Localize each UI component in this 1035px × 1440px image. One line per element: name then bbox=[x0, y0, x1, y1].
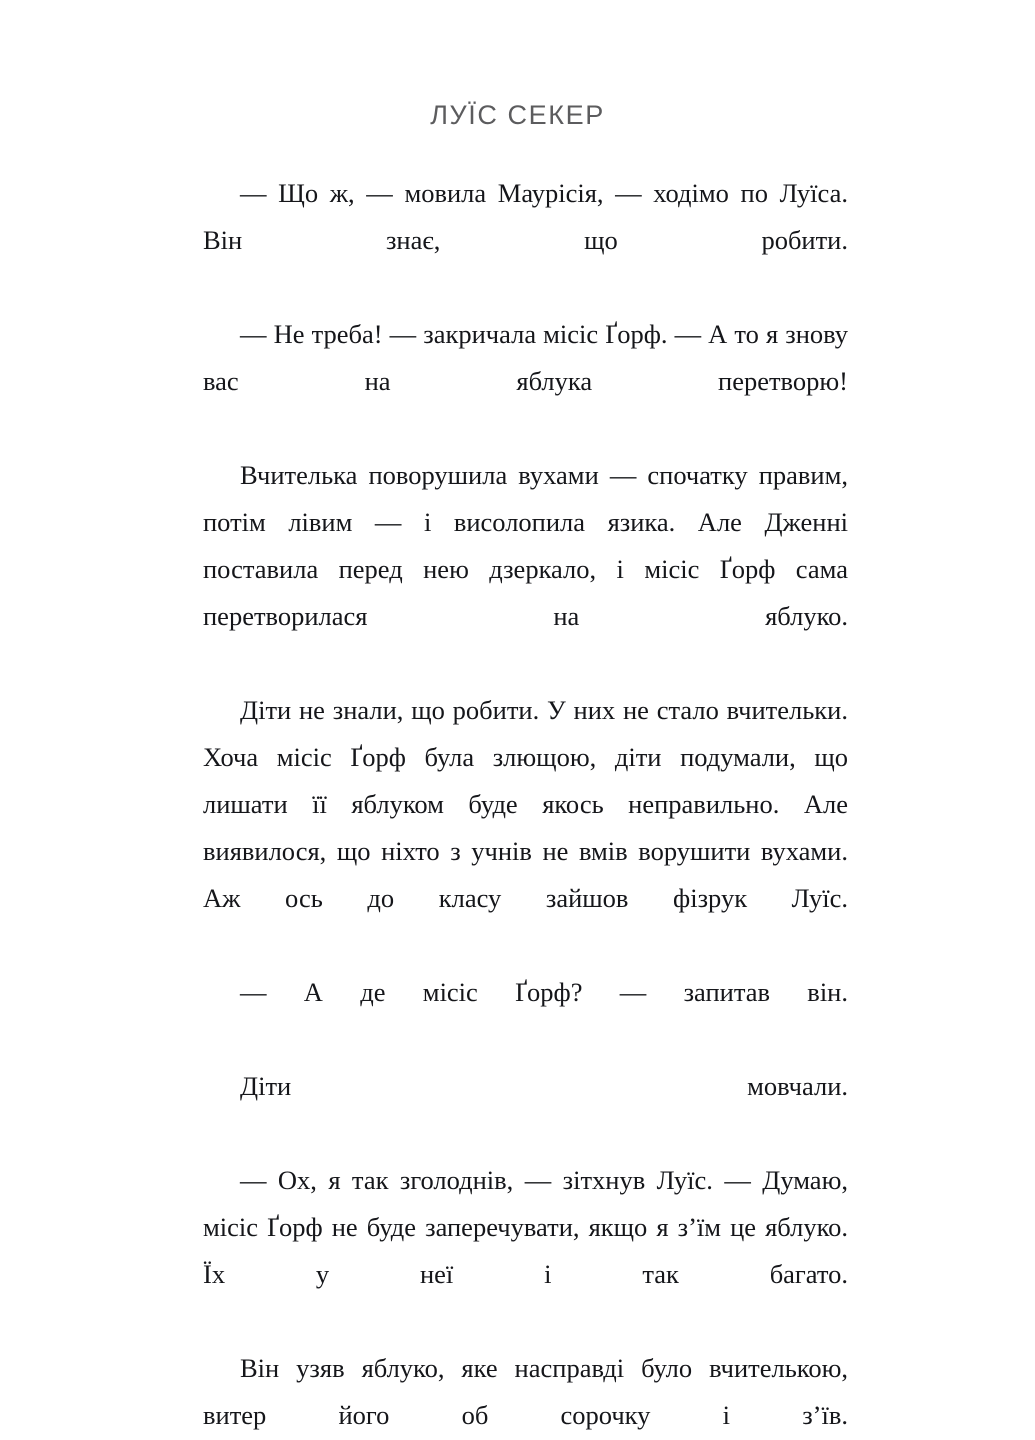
paragraph: Вчителька поворушила вухами — спочатку правим, потім лівим — і висолопила язика. Але Дженні поставила перед нею дзеркало, і місіс Ґорф сама перетворилася на яблуко. bbox=[203, 460, 848, 631]
paragraph: — Не треба! — закричала місіс Ґорф. — А то я знову вас на яблука перетворю! bbox=[203, 319, 848, 396]
body-text-block bbox=[203, 170, 848, 1440]
paragraph: — А де місіс Ґорф? — запитав він. bbox=[240, 977, 848, 1007]
paragraph: Діти мовчали. bbox=[240, 1071, 848, 1101]
running-head: ЛУЇС СЕКЕР bbox=[430, 100, 605, 130]
paragraph: — Що ж, — мовила Маурісія, — ходімо по Луїса. Він знає, що робити. bbox=[203, 178, 848, 255]
paragraph: Він узяв яблуко, яке насправді було вчителькою, витер його об сорочку і з’їв. bbox=[203, 1353, 848, 1430]
paragraph: Діти не знали, що робити. У них не стало вчительки. Хоча місіс Ґорф була злющою, діти подумали, що лишати її яблуком буде якось неправильно. Але виявилося, що ніхто з учнів не вмів ворушити вухами. Аж ось до класу зайшов фізрук Луїс. bbox=[203, 695, 848, 913]
paragraph: — Ох, я так зголоднів, — зітхнув Луїс. — Думаю, місіс Ґорф не буде заперечувати, якщо я з’їм це яблуко. Їх у неї і так багато. bbox=[203, 1165, 848, 1289]
